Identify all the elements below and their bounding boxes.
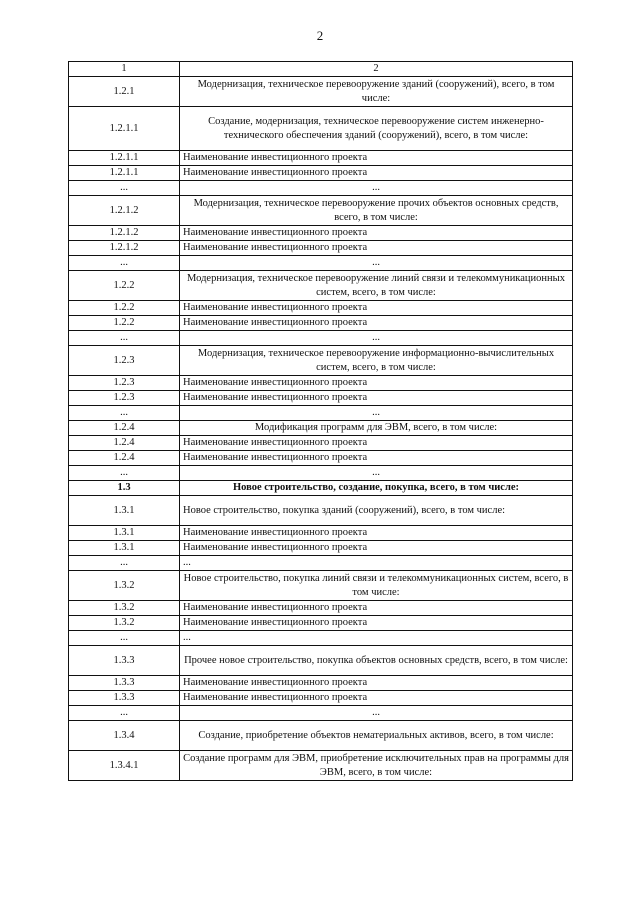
table-row [69, 721, 573, 751]
investment-table [68, 61, 573, 781]
row-description-cell: Наименование инвестиционного проекта [180, 616, 573, 631]
row-description-cell: ... [180, 331, 573, 346]
row-description-cell: Наименование инвестиционного проекта [180, 166, 573, 181]
row-number-cell: 1.2.1.1 [69, 107, 180, 151]
row-description-cell: Наименование инвестиционного проекта [180, 541, 573, 556]
row-number-cell: 1.2.3 [69, 346, 180, 376]
row-description-cell: Создание, приобретение объектов нематериальных активов, всего, в том числе: [180, 721, 573, 751]
row-description-cell: ... [180, 466, 573, 481]
row-description-cell: ... [180, 556, 573, 571]
row-description-cell: Наименование инвестиционного проекта [180, 226, 573, 241]
row-description-cell: Наименование инвестиционного проекта [180, 376, 573, 391]
row-number-cell: 1.3.2 [69, 616, 180, 631]
table-row [69, 107, 573, 151]
row-number-cell: ... [69, 556, 180, 571]
table-row [69, 331, 573, 346]
row-number-cell: ... [69, 406, 180, 421]
row-description-cell: Модернизация, техническое перевооружение прочих объектов основных средств, всего, в том числе: [180, 196, 573, 226]
row-description-cell: Наименование инвестиционного проекта [180, 151, 573, 166]
row-number-cell: 1.3.2 [69, 571, 180, 601]
table-row [69, 451, 573, 466]
row-number-cell: 1.2.1.2 [69, 241, 180, 256]
row-number-cell: ... [69, 466, 180, 481]
row-number-cell: 1.2.2 [69, 316, 180, 331]
row-number-cell: ... [69, 331, 180, 346]
table-row [69, 391, 573, 406]
table-row [69, 706, 573, 721]
row-number-cell: 1.3.3 [69, 676, 180, 691]
row-number-cell: 1.2.1.2 [69, 196, 180, 226]
row-number-cell: 1.3 [69, 481, 180, 496]
table-row [69, 301, 573, 316]
row-number-cell: 1.3.1 [69, 496, 180, 526]
table-row [69, 346, 573, 376]
row-number-cell: 1.3.4.1 [69, 751, 180, 781]
row-description-cell: Наименование инвестиционного проекта [180, 391, 573, 406]
table-row [69, 271, 573, 301]
row-number-cell: ... [69, 706, 180, 721]
page-number: 2 [316, 28, 324, 43]
row-number-cell: 1.2.1.1 [69, 151, 180, 166]
table-row [69, 601, 573, 616]
row-description-cell: Наименование инвестиционного проекта [180, 691, 573, 706]
table-row [69, 646, 573, 676]
row-description-cell: Модернизация, техническое перевооружение зданий (сооружений), всего, в том числе: [180, 77, 573, 107]
row-description-cell: Наименование инвестиционного проекта [180, 676, 573, 691]
row-number-cell: 1.3.4 [69, 721, 180, 751]
row-description-cell: ... [180, 181, 573, 196]
table-row [69, 181, 573, 196]
table-row [69, 676, 573, 691]
row-description-cell: Наименование инвестиционного проекта [180, 451, 573, 466]
row-description-cell: Наименование инвестиционного проекта [180, 436, 573, 451]
row-description-cell: ... [180, 406, 573, 421]
row-description-cell: Новое строительство, покупка линий связи и телекоммуникационных систем, всего, в том числе: [180, 571, 573, 601]
row-number-cell: 1.2.2 [69, 271, 180, 301]
row-number-cell: 1.2.4 [69, 421, 180, 436]
table-row [69, 496, 573, 526]
table-row [69, 631, 573, 646]
table-row [69, 421, 573, 436]
row-number-cell: 1.2.2 [69, 301, 180, 316]
row-description-cell: ... [180, 631, 573, 646]
row-number-cell: 1.2.1.1 [69, 166, 180, 181]
table-row [69, 196, 573, 226]
row-description-cell: Новое строительство, создание, покупка, всего, в том числе: [180, 481, 573, 496]
row-number-cell: 1.3.3 [69, 691, 180, 706]
row-number-cell: 1.3.1 [69, 526, 180, 541]
table-row [69, 316, 573, 331]
row-number-cell: ... [69, 256, 180, 271]
row-number-cell: 1.3.1 [69, 541, 180, 556]
row-number-cell: ... [69, 181, 180, 196]
table-row [69, 616, 573, 631]
header-cell-2: 2 [180, 62, 573, 77]
table-row [69, 376, 573, 391]
row-number-cell: 1.2.4 [69, 436, 180, 451]
row-description-cell: Создание программ для ЭВМ, приобретение исключительных прав на программы для ЭВМ, всего, в том числе: [180, 751, 573, 781]
table-row [69, 151, 573, 166]
row-description-cell: Наименование инвестиционного проекта [180, 526, 573, 541]
table-row [69, 541, 573, 556]
row-description-cell: Наименование инвестиционного проекта [180, 241, 573, 256]
table-row [69, 526, 573, 541]
row-description-cell: Модернизация, техническое перевооружение информационно-вычислительных систем, всего, в том числе: [180, 346, 573, 376]
row-description-cell: Наименование инвестиционного проекта [180, 601, 573, 616]
table-row [69, 571, 573, 601]
row-number-cell: 1.2.1.2 [69, 226, 180, 241]
row-description-cell: Новое строительство, покупка зданий (сооружений), всего, в том числе: [180, 496, 573, 526]
row-description-cell: Создание, модернизация, техническое перевооружение систем инженерно-технического обеспечения зданий (сооружений), всего, в том числе: [180, 107, 573, 151]
row-description-cell: Модернизация, техническое перевооружение линий связи и телекоммуникационных систем, всего, в том числе: [180, 271, 573, 301]
table-row [69, 166, 573, 181]
row-number-cell: 1.2.3 [69, 376, 180, 391]
table-row [69, 77, 573, 107]
row-number-cell: 1.3.3 [69, 646, 180, 676]
row-description-cell: Наименование инвестиционного проекта [180, 301, 573, 316]
row-number-cell: 1.2.3 [69, 391, 180, 406]
row-description-cell: Модификация программ для ЭВМ, всего, в том числе: [180, 421, 573, 436]
row-description-cell: ... [180, 256, 573, 271]
row-description-cell: ... [180, 706, 573, 721]
row-description-cell: Прочее новое строительство, покупка объектов основных средств, всего, в том числе: [180, 646, 573, 676]
row-description-cell: Наименование инвестиционного проекта [180, 316, 573, 331]
table-row [69, 406, 573, 421]
table-row [69, 241, 573, 256]
row-number-cell: 1.3.2 [69, 601, 180, 616]
header-cell-1: 1 [69, 62, 180, 77]
row-number-cell: ... [69, 631, 180, 646]
table-row [69, 691, 573, 706]
table-row [69, 556, 573, 571]
table-row [69, 481, 573, 496]
table-row [69, 751, 573, 781]
table-row [69, 436, 573, 451]
table-row [69, 226, 573, 241]
row-number-cell: 1.2.1 [69, 77, 180, 107]
table-row [69, 256, 573, 271]
table-row [69, 466, 573, 481]
table-header-row [69, 62, 573, 77]
row-number-cell: 1.2.4 [69, 451, 180, 466]
